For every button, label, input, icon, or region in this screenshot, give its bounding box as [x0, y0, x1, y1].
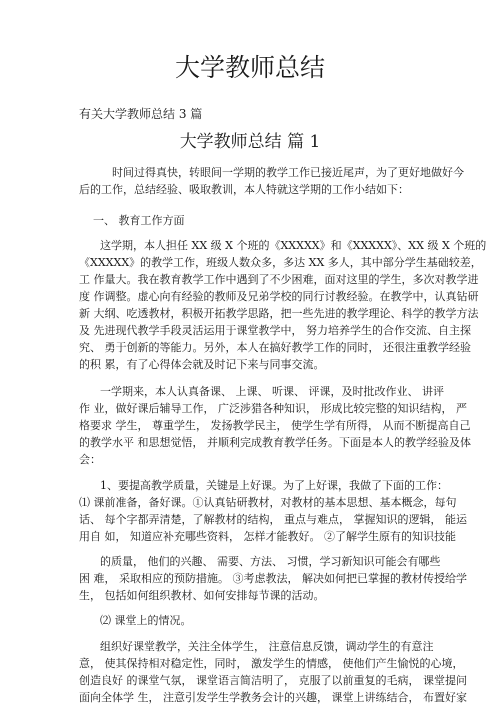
- paragraph-line: 一学期来，本人认真备课、 上课、 听课、 评课，及时批改作业、 讲评: [100, 385, 444, 398]
- paragraph-heading: 一、 教育工作方面: [93, 214, 185, 227]
- paragraph-line: 《XXXXX》的教学工作，班级人数众多，多达 XX 多人，其中部分学生基础较差，: [79, 256, 482, 269]
- paragraph-line: 及 先进现代教学手段灵活运用于课堂教学中， 努力培养学生的合作交流、自主探: [79, 324, 471, 337]
- paragraph-line: 后的工作，总结经验、吸取教训，本人特就这学期的工作小结如下：: [79, 183, 409, 196]
- paragraph-line: 创造良好 的课堂气氛， 课堂语言简洁明了， 克服了以前重复的毛病， 课堂提问: [79, 674, 467, 687]
- paragraph-line: 意， 使其保持相对稳定性，同时， 激发学生的情感， 使他们产生愉悦的心境，: [79, 657, 464, 670]
- paragraph-line: 的质量， 他们的兴趣、 需要、方法、 习惯，学习新知识可能会有哪些: [100, 555, 441, 568]
- paragraph-line: 1、要提高教学质量，关键是上好课。为了上好课，我做了下面的工作：: [100, 479, 448, 492]
- paragraph-line: 面向全体学 生， 注意引发学生学教务会计的兴趣， 课堂上讲练结合， 布置好家: [79, 691, 467, 704]
- paragraph-line: 困 难， 采取相应的预防措施。 ③考虑教法， 解决如何把已掌握的教材传授给学: [79, 572, 467, 585]
- paragraph-line: 的教学水平 和思想觉悟， 并顺利完成教育教学任务。下面是本人的教学经验及体: [79, 436, 471, 449]
- section-heading: 大学教师总结 篇 1: [179, 132, 321, 152]
- paragraph-line: 会：: [79, 453, 101, 466]
- paragraph-line: 用自 如， 知道应补充哪些资料， 怎样才能教好。 ②了解学生原有的知识技能: [79, 530, 456, 543]
- paragraph-line: 话、 每个字都弄清楚，了解教材的结构， 重点与难点， 掌握知识的逻辑， 能运: [79, 513, 467, 526]
- paragraph-line: 的积 累，有了心得体会就及时记下来与同事交流。: [79, 358, 325, 371]
- paragraph-line: 生， 包括如何组织教材、如何安排每节课的活动。: [79, 589, 325, 602]
- paragraph-line: 工 作量大。我在教育教学工作中遇到了不少困难，面对这里的学生，多次对教学进: [79, 273, 479, 286]
- document-title: 大学教师总结: [174, 53, 325, 82]
- paragraph-line: ⑵ 课堂上的情况。: [100, 614, 192, 627]
- paragraph-line: 究、 勇于创新的等能力。另外，本人在搞好教学工作的同时， 还很注重教学经验: [79, 341, 471, 354]
- paragraph-line: 作 业，做好课后辅导工作， 广泛涉猎各种知识， 形成比较完整的知识结构， 严: [79, 402, 467, 415]
- paragraph-line: 组织好课堂教学，关注全体学生， 注意信息反馈，调动学生的有意注: [100, 640, 434, 653]
- paragraph-line: 时间过得真快，转眼间一学期的教学工作已接近尾声，为了更好地做好今: [112, 166, 464, 179]
- paragraph-line: 新 大纲、吃透教材，积极开拓教学思路，把一些先进的教学理论、科学的教学方法: [79, 307, 479, 320]
- document-subtitle: 有关大学教师总结 3 篇: [79, 107, 203, 121]
- paragraph-line: 这学期，本人担任 XX 级 X 个班的《XXXXX》和《XXXXX》、XX 级 X 个班的: [100, 239, 487, 252]
- paragraph-line: 格要求 学生， 尊重学生， 发扬教学民主， 使学生学有所得， 从而不断提高自己: [79, 419, 471, 432]
- paragraph-line: ⑴ 课前准备，备好课。①认真钻研教材，对教材的基本思想、基本概念，每句: [79, 496, 457, 509]
- paragraph-line: 度 作调整。虚心向有经验的教师及兄弟学校的同行讨教经验。在教学中，认真钻研: [79, 290, 479, 303]
